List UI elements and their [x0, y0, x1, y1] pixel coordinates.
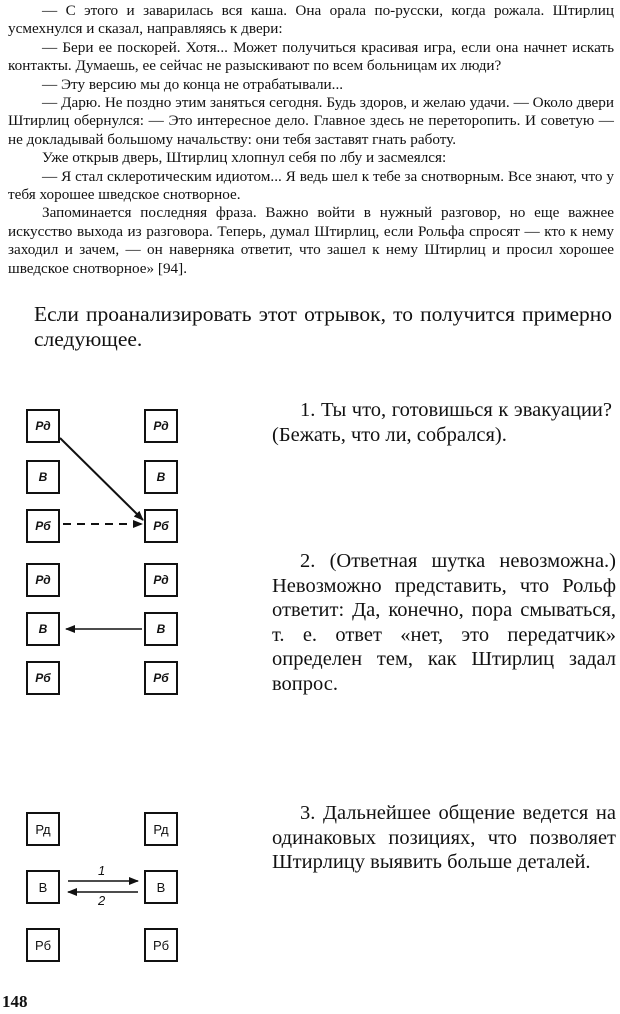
- box-rd-right-3: Рд: [144, 812, 178, 846]
- box-v-right-3: В: [144, 870, 178, 904]
- box-rb-right-3: Рб: [144, 928, 178, 962]
- box-rd-right-2: Рд: [144, 563, 178, 597]
- box-rb-left-2: Рб: [26, 661, 60, 695]
- page-number: 148: [2, 992, 28, 1011]
- box-rd-left-1: Рд: [26, 409, 60, 443]
- analysis-intro: Если проанализировать этот отрывок, то получится примерно следующее.: [34, 302, 612, 351]
- quote-paragraph: — С этого и заварилась вся каша. Она орала по-русски, когда рожала. Штирлиц усмехнулся и сказал, направляясь к двери:: [8, 2, 614, 38]
- box-rb-right-2: Рб: [144, 661, 178, 695]
- box-v-right-1: В: [144, 460, 178, 494]
- quote-paragraph: Запоминается последняя фраза. Важно войти в нужный разговор, но еще важнее искусство выхода из разговора. Теперь, думал Штирлиц, если Рольфа спросят — кто к нему заходил и зачем, — он наверняка ответит, что зашел к нему Штирлиц и просил хорошее шведское снотворное» [94].: [8, 204, 614, 277]
- quote-paragraph: — Я стал склеротическим идиотом... Я ведь шел к тебе за снотворным. Все знают, что у тебя хорошее шведское снотворное.: [8, 167, 614, 204]
- box-v-right-2: В: [144, 612, 178, 646]
- box-rb-right-1: Рб: [144, 509, 178, 543]
- diagram-1-description: 1. Ты что, готовишься к эвакуации? (Бежать, что ли, собрался).: [272, 399, 612, 446]
- arrow-rd-to-rb: [60, 438, 143, 520]
- quote-paragraph: — Бери ее поскорей. Хотя... Может получиться красивая игра, если она начнет искать контакты. Думаешь, ее сейчас не разыскивают по всем больницам их люди?: [8, 38, 614, 75]
- box-rd-left-3: Рд: [26, 812, 60, 846]
- quote-paragraph: — Эту версию мы до конца не отрабатывали...: [42, 75, 344, 93]
- diagram-2-description: 2. (Ответная шутка невозможна.) Невозможно представить, что Рольф ответит: Да, конечно, пора смываться, т. е. ответ «нет, это передатчик» определен тем, как Штирлиц задал вопрос.: [272, 550, 616, 695]
- quote-paragraph: — Дарю. Не поздно этим заняться сегодня. Будь здоров, и желаю удачи. — Около двери Штирлиц обернулся: — Это интересное дело. Главное здесь не переторопить. И советую — не докладывай большому начальству: они тебя заставят гнать работу.: [8, 94, 614, 148]
- diagram-3-description: 3. Дальнейшее общение ведется на одинаковых позициях, что позволяет Штирлицу выявить больше деталей.: [272, 802, 616, 873]
- box-rb-left-1: Рб: [26, 509, 60, 543]
- box-v-left-2: В: [26, 612, 60, 646]
- arrow-label-1: 1: [98, 863, 106, 878]
- box-rb-left-3: Рб: [26, 928, 60, 962]
- box-rd-right-1: Рд: [144, 409, 178, 443]
- arrow-label-2: 2: [98, 893, 106, 908]
- quote-paragraph: Уже открыв дверь, Штирлиц хлопнул себя по лбу и засмеялся:: [42, 149, 447, 167]
- box-v-left-1: В: [26, 460, 60, 494]
- box-rd-left-2: Рд: [26, 563, 60, 597]
- box-v-left-3: В: [26, 870, 60, 904]
